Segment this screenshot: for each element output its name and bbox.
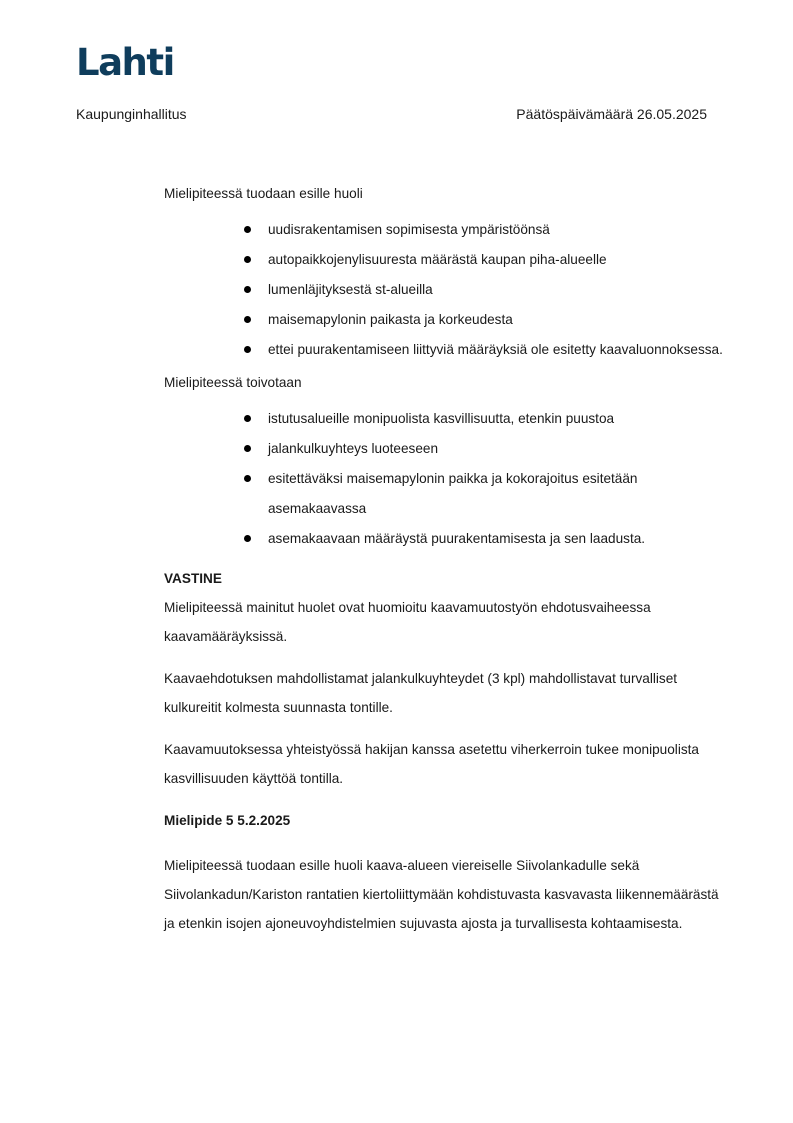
wishes-list: [164, 404, 724, 554]
vastine-paragraph-3: Kaavamuutoksessa yhteistyössä hakijan kanssa asetettu viherkerroin tukee monipuolista kasvillisuuden käyttöä tontilla.: [164, 742, 699, 786]
list-item: lumenläjityksestä st-alueilla: [268, 275, 724, 305]
section2-intro: Mielipiteessä toivotaan: [164, 375, 302, 390]
vastine-paragraph-2: Kaavaehdotuksen mahdollistamat jalankulkuyhteydet (3 kpl) mahdollistavat turvalliset kulkureitit kolmesta suunnasta tontille.: [164, 671, 678, 715]
vastine-heading: VASTINE: [164, 571, 222, 586]
list-item: autopaikkojenylisuuresta määrästä kaupan piha-alueelle: [268, 245, 724, 275]
lahti-logo: Lahti: [76, 41, 174, 84]
list-item: esitettäväksi maisemapylonin paikka ja kokorajoitus esitetään asemakaavassa: [268, 464, 724, 524]
decision-date: Päätöspäivämäärä 26.05.2025: [516, 106, 707, 122]
mielipide5-heading: Mielipide 5 5.2.2025: [164, 813, 291, 828]
mielipide5-paragraph: Mielipiteessä tuodaan esille huoli kaava-alueen viereiselle Siivolankadulle sekä Siivolankadun/Kariston rantatien kiertoliittymään kohdistuvasta kasvavasta liikennemäärästä ja etenkin isojen ajoneuvoyhdistelmien sujuvasta ajosta ja turvallisesta kohtaamisesta.: [164, 858, 719, 931]
vastine-paragraph-1: Mielipiteessä mainitut huolet ovat huomioitu kaavamuutostyön ehdotusvaiheessa kaavamääräyksissä.: [164, 600, 651, 644]
list-item: ettei puurakentamiseen liittyviä määräyksiä ole esitetty kaavaluonnoksessa.: [268, 335, 724, 365]
organization-name: Kaupunginhallitus: [76, 106, 187, 122]
concerns-list: [164, 215, 724, 365]
list-item: istutusalueille monipuolista kasvillisuutta, etenkin puustoa: [268, 404, 724, 434]
list-item: maisemapylonin paikasta ja korkeudesta: [268, 305, 724, 335]
section1-intro: Mielipiteessä tuodaan esille huoli: [164, 186, 363, 201]
list-item: uudisrakentamisen sopimisesta ympäristöönsä: [268, 215, 724, 245]
list-item: asemakaavaan määräystä puurakentamisesta ja sen laadusta.: [268, 524, 724, 554]
document-body: [164, 179, 724, 938]
list-item: jalankulkuyhteys luoteeseen: [268, 434, 724, 464]
